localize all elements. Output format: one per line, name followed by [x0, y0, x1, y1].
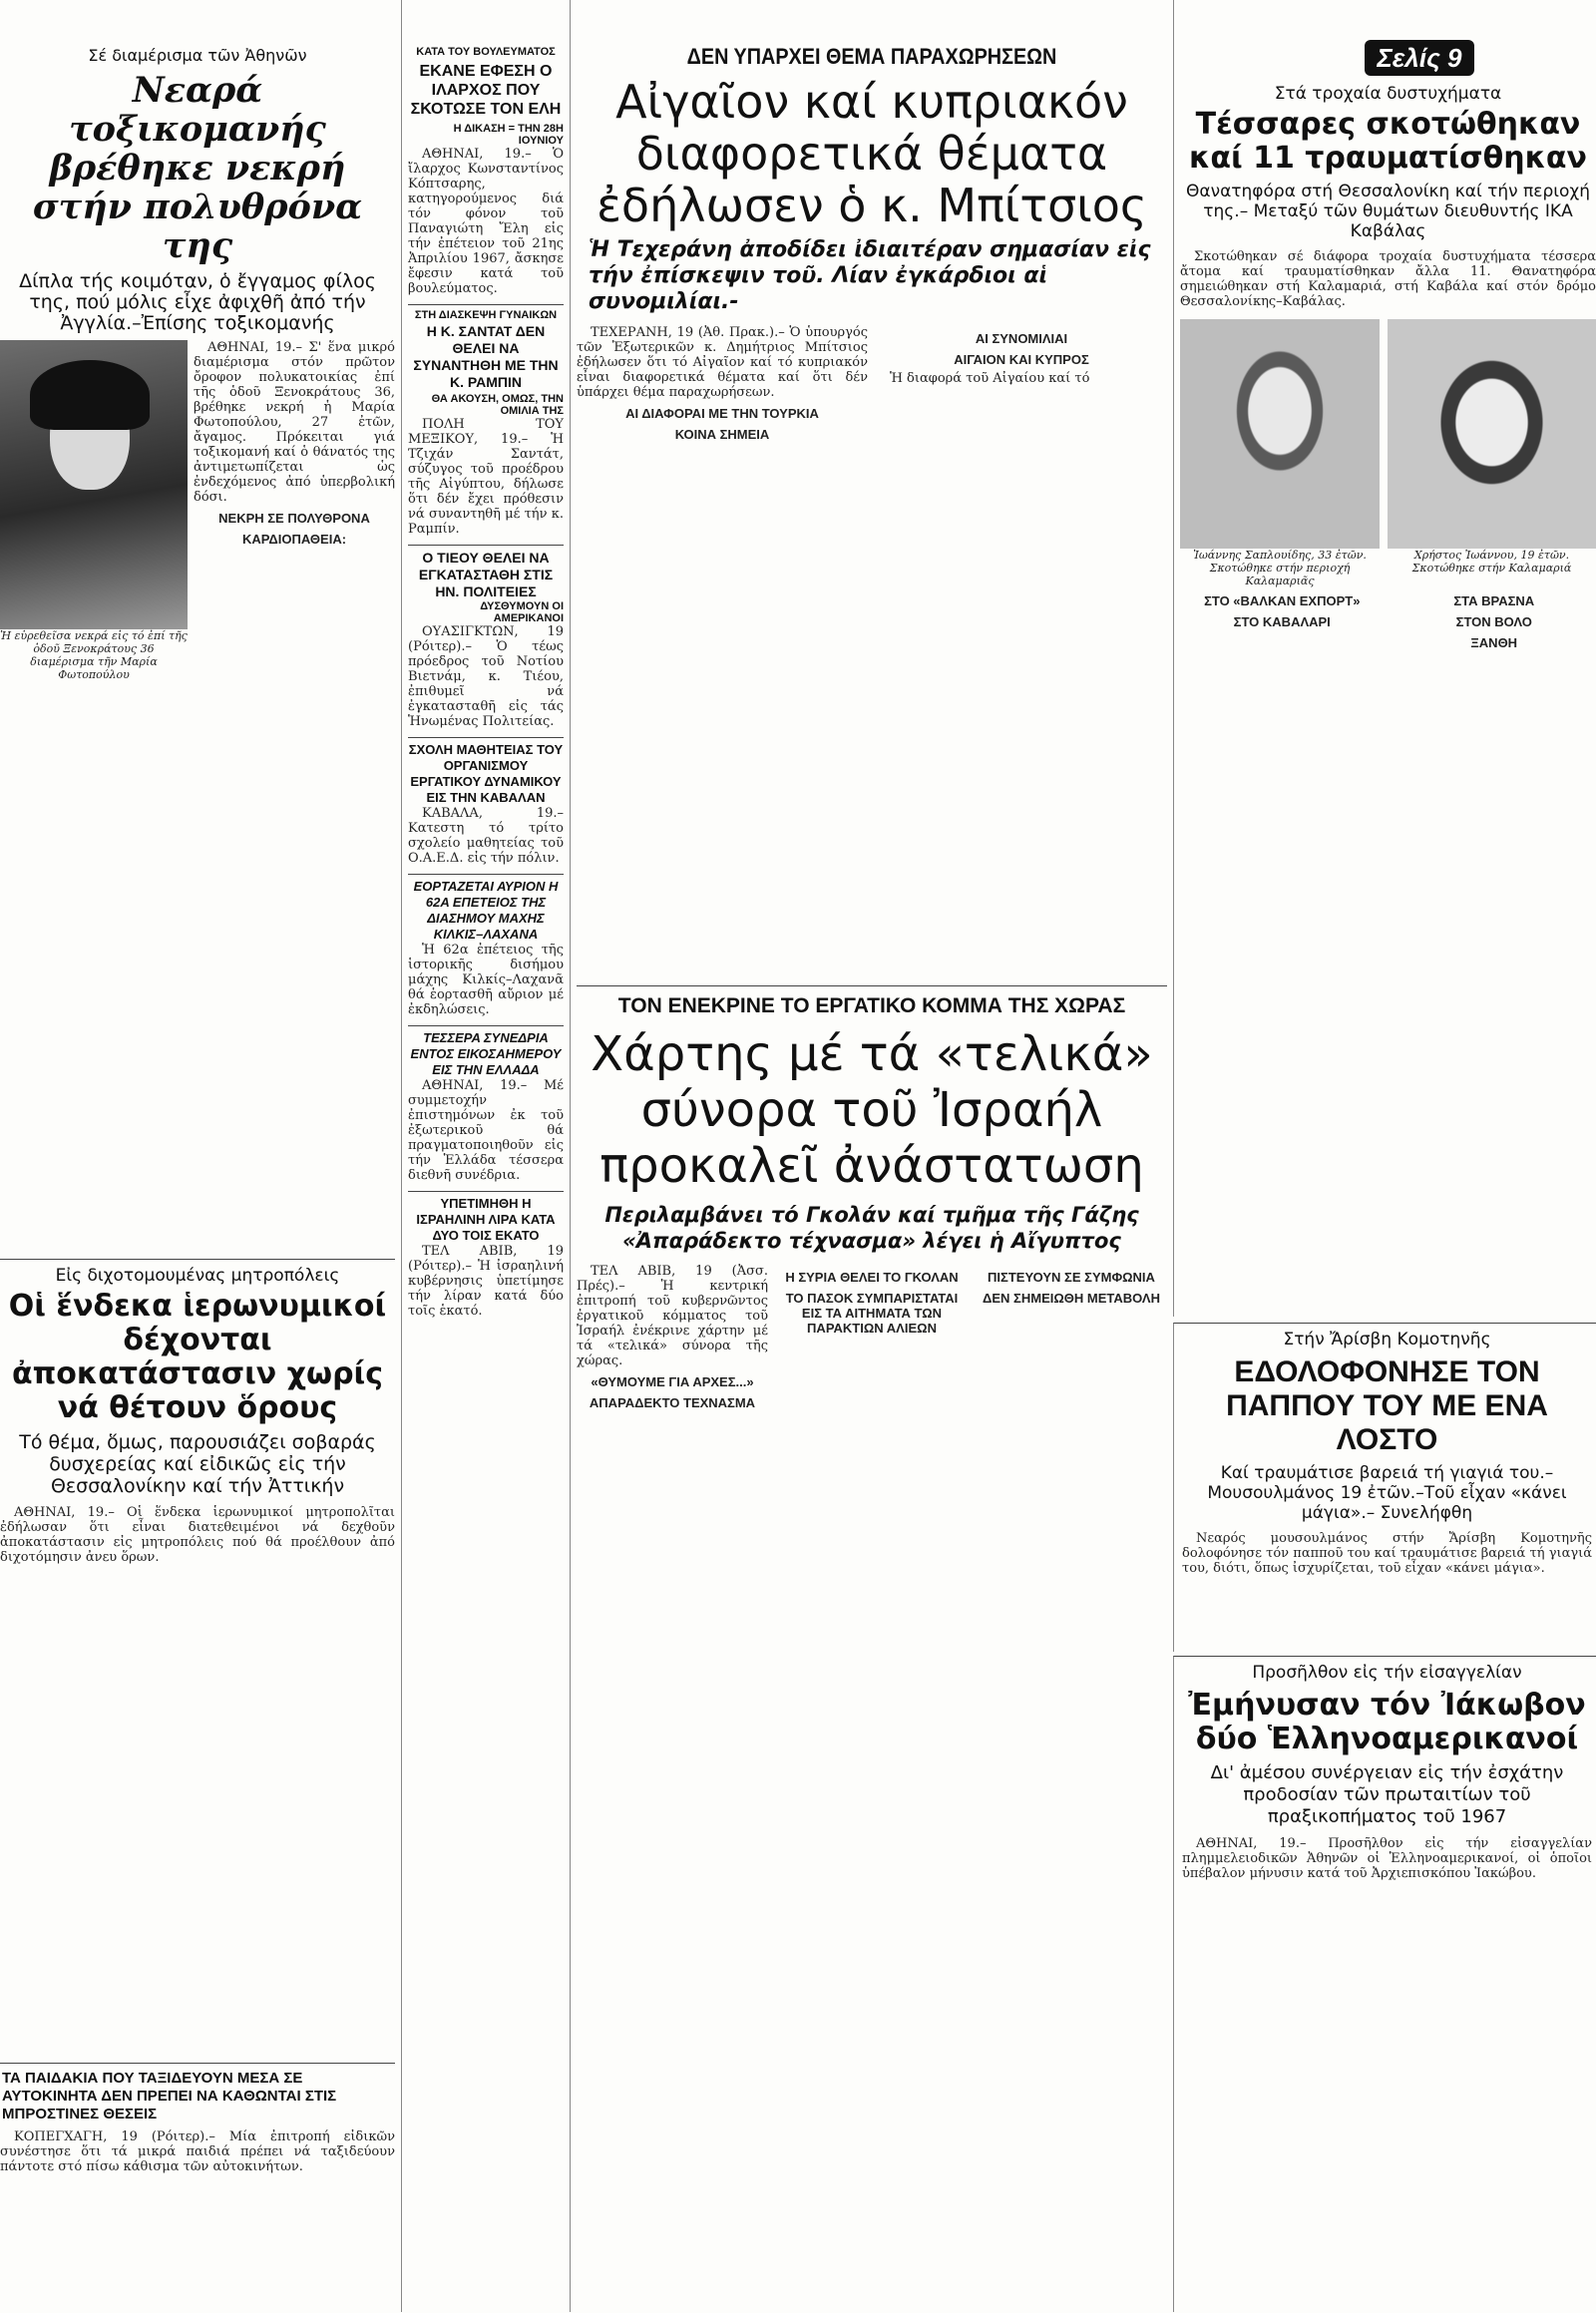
tag: Η ΔΙΚΑΣΗ = ΤΗΝ 28Η ΙΟΥΝΙΟΥ: [408, 123, 564, 147]
deck: Θανατηφόρα στή Θεσσαλονίκη καί τήν περιοχή της.– Μεταξύ τῶν θυμάτων διευθυντής ΙΚΑ Καβάλας: [1186, 182, 1590, 241]
deck: Δι' ἀμέσου συνέργειαν εἰς τήν ἐσχάτην προδοσίαν τῶν πρωταιτίων τοῦ πραξικοπήματος τοῦ 1967: [1184, 1762, 1590, 1828]
body-text: ΤΕΧΕΡΑΝΗ, 19 (Ἀθ. Πρακ.).– Ὁ ὑπουργός τῶν Ἐξωτερικῶν κ. Δημήτριος Μπίτσιος ἐδήλωσεν ὅτι τό Αἰγαῖον καί τό κυπριακόν εἶναι διαφορετικά θέματα καί ὅτι δέν ὑπάρχει θέμα παραχωρήσεων.: [577, 325, 868, 400]
subhead: Η ΣΥΡΙΑ ΘΕΛΕΙ ΤΟ ΓΚΟΛΑΝ: [776, 1270, 968, 1285]
kicker: Προσῆλθον εἰς τήν εἰσαγγελίαν: [1182, 1663, 1592, 1683]
subhead: ΑΠΑΡΑΔΕΚΤΟ ΤΕΧΝΑΣΜΑ: [577, 1395, 768, 1410]
tag: ΘΑ ΑΚΟΥΣΗ, ΟΜΩΣ, ΤΗΝ ΟΜΙΛΙΑ ΤΗΣ: [408, 393, 564, 417]
deck: Δίπλα τής κοιμόταν, ὁ ἔγγαμος φίλος της, πού μόλις εἶχε ἀφιχθῆ ἀπό τήν Ἀγγλία.–Ἐπίσης τοξικομανής: [4, 271, 391, 334]
body-text: ΤΕΛ ΑΒΙΒ, 19 (Ἀσσ. Πρές).– Ἡ κεντρική ἐπιτροπή τοῦ κυβερνῶντος ἐργατικοῦ κόμματος τοῦ Ἰσραήλ ἐνέκρινε χάρτην μέ τά «τελικά» σύνορα τῆς χώρας.: [577, 1264, 768, 1368]
page-label: Σελίς 9: [1365, 40, 1474, 76]
subhead: ΑΙΓΑΙΟΝ ΚΑΙ ΚΥΠΡΟΣ: [876, 352, 1167, 367]
tag: ΔΥΣΘΥΜΟΥΝ ΟΙ ΑΜΕΡΙΚΑΝΟΙ: [408, 600, 564, 624]
photo-caption: Χρήστος Ἰωάννου, 19 ἐτῶν. Σκοτώθηκε στήν Καλαμαριά: [1388, 549, 1596, 575]
body-text: ΟΥΑΣΙΓΚΤΩΝ, 19 (Ρόιτερ).– Ὁ τέως πρόεδρος τοῦ Νοτίου Βιετνάμ, κ. Τιέου, ἐπιθυμεῖ νά ἐγκατασταθῆ εἰς τάς Ἡνωμένας Πολιτείας.: [408, 624, 564, 729]
article-komotini: [1173, 1323, 1596, 1652]
body-text: Σκοτώθηκαν σέ διάφορα τροχαία δυστυχήματα τέσσερα ἄτομα καί τραυματίσθηκαν ἄλλα 11. Θανατηφόρα σημειώθηκαν στή Καλαμαριά, στή Καβάλα καί στόν δρόμο Θεσσαλονίκης–Καβάλας.: [1180, 249, 1596, 309]
body-text: ΤΕΛ ΑΒΙΒ, 19 (Ρόιτερ).– Ἡ ἰσραηλινή κυβέρνησις ὑπετίμησε τήν λίραν κατά δύο τοῖς ἑκατό.: [408, 1244, 564, 1319]
headline: Ἐμήνυσαν τόν Ἰάκωβον δύο Ἑλληνοαμερικανοί: [1182, 1689, 1592, 1756]
headline: ΕΚΑΝΕ ΕΦΕΣΗ Ο ΙΛΑΡΧΟΣ ΠΟΥ ΣΚΟΤΩΣΕ ΤΟΝ ΕΛΗ: [408, 62, 564, 119]
article-aegean-cyprus: [577, 0, 1167, 981]
subhead: ΚΟΙΝΑ ΣΗΜΕΙΑ: [577, 427, 868, 442]
body-text: ΑΘΗΝΑΙ, 19.– Σ' ἕνα μικρό διαμέρισμα στόν πρῶτον ὄροφον πολυκατοικίας ἐπί τῆς ὁδοῦ Ξενοκράτους 36, βρέθηκε νεκρή ἡ Μαρία Φωτοπούλου, 27 ἐτῶν, ἄγαμος. Πρόκειται γιά τοξικομανή καί ὁ θάνατός της ἀντιμετωπίζεται ὡς ἐνδεχόμενος ἀπό ὑπερβολική δόσι.: [194, 340, 395, 505]
headline: ΕΟΡΤΑΖΕΤΑΙ ΑΥΡΙΟΝ Η 62Α ΕΠΕΤΕΙΟΣ ΤΗΣ ΔΙΑΣΗΜΟΥ ΜΑΧΗΣ ΚΙΛΚΙΣ–ΛΑΧΑΝΑ: [408, 874, 564, 943]
headline: ΤΑ ΠΑΙΔΑΚΙΑ ΠΟΥ ΤΑΞΙΔΕΥΟΥΝ ΜΕΣΑ ΣΕ ΑΥΤΟΚΙΝΗΤΑ ΔΕΝ ΠΡΕΠΕΙ ΝΑ ΚΑΘΩΝΤΑΙ ΣΤΙΣ ΜΠΡΟΣΤΙΝΕΣ ΘΕΣΕΙΣ: [2, 2070, 393, 2123]
kicker: Εἰς διχοτομουμένας μητροπόλεις: [0, 1266, 395, 1286]
photo-caption: Ἰωάννης Σαπλουίδης, 33 ἐτῶν. Σκοτώθηκε στήν περιοχή Καλαμαριᾶς: [1180, 549, 1380, 587]
kicker: ΣΤΗ ΔΙΑΣΚΕΨΗ ΓΥΝΑΙΚΩΝ: [408, 304, 564, 321]
subhead: ΣΤΟ ΚΑΒΑΛΑΡΙ: [1180, 614, 1385, 629]
subhead: ΣΤΑ ΒΡΑΣΝΑ: [1393, 593, 1596, 608]
subhead: ΞΑΝΘΗ: [1393, 635, 1596, 650]
subhead: ΤΟ ΠΑΣΟΚ ΣΥΜΠΑΡΙΣΤΑΤΑΙ ΕΙΣ ΤΑ ΑΙΤΗΜΑΤΑ ΤΩΝ ΠΑΡΑΚΤΙΩΝ ΑΛΙΕΩΝ: [776, 1291, 968, 1336]
subhead: ΝΕΚΡΗ ΣΕ ΠΟΛΥΘΡΟΝΑ: [194, 511, 395, 526]
headline: Ο ΤΙΕΟΥ ΘΕΛΕΙ ΝΑ ΕΓΚΑΤΑΣΤΑΘΗ ΣΤΙΣ ΗΝ. ΠΟΛΙΤΕΙΕΣ: [408, 545, 564, 600]
headline: ΥΠΕΤΙΜΗΘΗ Η ΙΣΡΑΗΛΙΝΗ ΛΙΡΑ ΚΑΤΑ ΔΥΟ ΤΟΙΣ ΕΚΑΤΟ: [408, 1191, 564, 1244]
kicker: ΔΕΝ ΥΠΑΡΧΕΙ ΘΕΜΑ ΠΑΡΑΧΩΡΗΣΕΩΝ: [606, 44, 1138, 70]
deck: Ἡ Τεχεράνη ἀποδίδει ἰδιαιτέραν σημασίαν εἰς τήν ἐπίσκεψιν τοῦ. Λίαν ἐγκάρδιοι αἱ συνομιλίαι.-: [589, 237, 1155, 315]
body-text: ΚΟΠΕΓΧΑΓΗ, 19 (Ρόιτερ).– Μία ἐπιτροπή εἰδικῶν συνέστησε ὅτι τά μικρά παιδιά πρέπει νά ταξιδεύουν πάντοτε στό πίσω κάθισμα τῶν αὐτοκινήτων.: [0, 2129, 395, 2174]
body-text: ΠΟΛΗ ΤΟΥ ΜΕΞΙΚΟΥ, 19.– Ἡ Τζιχάν Σαντάτ, σύζυγος τοῦ προέδρου τῆς Αἰγύπτου, δήλωσε ὅτι δέν ἔχει πρόθεσιν νά συναντηθῆ μέ τήν κ. Ραμπίν.: [408, 417, 564, 537]
subhead: ΔΕΝ ΣΗΜΕΙΩΘΗ ΜΕΤΑΒΟΛΗ: [976, 1291, 1167, 1306]
body-text: Ἡ 62α ἐπέτειος τῆς ἱστορικῆς δισήμου μάχης Κιλκίς–Λαχανᾶ θά ἑορτασθῆ αὔριον μέ ἐκδηλώσεις.: [408, 943, 564, 1017]
victim-photo-1: [1180, 319, 1380, 549]
article-iakovos: [1173, 1656, 1596, 2312]
kicker: Στήν Ἄρίσβη Κομοτηνῆς: [1182, 1330, 1592, 1349]
article-children-cars: [0, 2063, 395, 2313]
kicker: Σέ διαμέρισμα τῶν Ἀθηνῶν: [0, 46, 395, 65]
headline: Αἰγαῖον καί κυπριακόν διαφορετικά θέματα ἐδήλωσεν ὁ κ. Μπίτσιος: [577, 76, 1167, 231]
kicker: Στά τροχαία δυστυχήματα: [1180, 84, 1596, 104]
article-metropoleis: [0, 1259, 395, 1788]
subhead: ΠΙΣΤΕΥΟΥΝ ΣΕ ΣΥΜΦΩΝΙΑ: [976, 1270, 1167, 1285]
body-text: Ἡ διαφορά τοῦ Αἰγαίου καί τό: [876, 371, 1167, 386]
portrait-photo: [0, 340, 188, 629]
body-text: ΑΘΗΝΑΙ, 19.– Ὁ ἴλαρχος Κωνσταντίνος Κόπτσαρης, κατηγορούμενος διά τόν φόνον τοῦ Παναγιώτη Ἔλη εἰς τήν ἐπέτειον τοῦ 21ης Ἀπριλίου 1967, ἄσκησε ἔφεσιν κατά τοῦ βουλεύματος.: [408, 147, 564, 296]
photo-caption: Ἡ εὑρεθεῖσα νεκρά εἰς τό ἐπί τῆς ὁδοῦ Ξενοκράτους 36 διαμέρισμα τῆν Μαρία Φωτοπούλου: [0, 629, 188, 681]
subhead: ΣΤΟΝ ΒΟΛΟ: [1393, 614, 1596, 629]
subhead: ΚΑΡΔΙΟΠΑΘΕΙΑ:: [194, 532, 395, 547]
subhead: «ΘΥΜΟΥΜΕ ΓΙΑ ΑΡΧΕΣ...»: [577, 1374, 768, 1389]
headline: ΣΧΟΛΗ ΜΑΘΗΤΕΙΑΣ ΤΟΥ ΟΡΓΑΝΙΣΜΟΥ ΕΡΓΑΤΙΚΟΥ ΔΥΝΑΜΙΚΟΥ ΕΙΣ ΤΗΝ ΚΑΒΑΛΑΝ: [408, 737, 564, 806]
subhead: ΣΤΟ «ΒΑΛΚΑΝ ΕΧΠΟΡΤ»: [1180, 593, 1385, 608]
body-text: ΚΑΒΑΛΑ, 19.– Κατεστη τό τρίτο σχολείο μαθητείας τοῦ Ο.Α.Ε.Δ. εἰς τήν πόλιν.: [408, 806, 564, 866]
subhead: ΑΙ ΣΥΝΟΜΙΛΙΑΙ: [876, 331, 1167, 346]
subhead: ΑΙ ΔΙΑΦΟΡΑΙ ΜΕ ΤΗΝ ΤΟΥΡΚΙΑ: [577, 406, 868, 421]
victim-photo-2: [1388, 319, 1596, 549]
headline: Χάρτης μέ τά «τελικά» σύνορα τοῦ Ἰσραήλ προκαλεῖ ἀνάστατωση: [577, 1026, 1167, 1194]
article-israel-map: [577, 985, 1167, 2313]
headline: Νεαρά τοξικομανής βρέθηκε νεκρή στήν πολυθρόνα της: [0, 71, 395, 265]
headline: Οἱ ἕνδεκα ἱερωνυμικοί δέχονται ἀποκατάστασιν χωρίς νά θέτουν ὅρους: [0, 1290, 395, 1425]
article-traffic: [1173, 0, 1596, 1317]
article-drug-death: [0, 0, 395, 1255]
body-text: ΑΘΗΝΑΙ, 19.– Οἱ ἕνδεκα ἱερωνυμικοί μητροπολῖται ἐδήλωσαν ὅτι εἶναι διατεθειμένοι νά δεχθοῦν ἀποκατάστασιν εἰς μητροπόλεις πού θά προέλθουν ἀπό διχοτόμησιν ἀνευ ὅρων.: [0, 1505, 395, 1565]
column-briefs: [401, 0, 571, 2312]
body-text: ΑΘΗΝΑΙ, 19.– Προσῆλθον εἰς τήν εἰσαγγελίαν πλημμελειοδικῶν Ἀθηνῶν οἱ Ἑλληνοαμερικανοί, οἱ ὁποῖοι ὑπέβαλον μήνυσιν κατά τοῦ Ἀρχιεπισκόπου Ἰακώβου.: [1182, 1836, 1592, 1881]
body-text: ΑΘΗΝΑΙ, 19.– Μέ συμμετοχήν ἐπιστημόνων ἐκ τοῦ ἐξωτερικοῦ θά πραγματοποιηθοῦν εἰς τήν Ἑλλάδα τέσσερα διεθνῆ συνέδρια.: [408, 1078, 564, 1183]
kicker: ΤΟΝ ΕΝΕΚΡΙΝΕ ΤΟ ΕΡΓΑΤΙΚΟ ΚΟΜΜΑ ΤΗΣ ΧΩΡΑΣ: [577, 994, 1167, 1018]
headline: ΕΔΟΛΟΦΟΝΗΣΕ ΤΟΝ ΠΑΠΠΟΥ ΤΟΥ ΜΕ ΕΝΑ ΛΟΣΤΟ: [1182, 1355, 1592, 1457]
body-text: Νεαρός μουσουλμάνος στήν Ἄρίσβη Κομοτηνῆς δολοφόνησε τόν παπποῦ του καί τραυμάτισε βαρειά τή γιαγιά του, διότι, ὅπως ἰσχυρίζεται, τοῦ εἶχαν «κάνει μάγια».: [1182, 1531, 1592, 1576]
headline: Η Κ. ΣΑΝΤΑΤ ΔΕΝ ΘΕΛΕΙ ΝΑ ΣΥΝΑΝΤΗΘΗ ΜΕ ΤΗΝ Κ. ΡΑΜΠΙΝ: [408, 323, 564, 391]
deck: Καί τραυμάτισε βαρειά τή γιαγιά του.–Μουσουλμάνος 19 ἐτῶν.–Τοῦ εἶχαν «κάνει μάγια».– Συνελήφθη: [1184, 1463, 1590, 1523]
headline: ΤΕΣΣΕΡΑ ΣΥΝΕΔΡΙΑ ΕΝΤΟΣ ΕΙΚΟΣΑΗΜΕΡΟΥ ΕΙΣ ΤΗΝ ΕΛΛΑΔΑ: [408, 1025, 564, 1078]
deck: Περιλαμβάνει τό Γκολάν καί τμῆμα τῆς Γάζης «Ἀπαράδεκτο τέχνασμα» λέγει ἡ Αἴγυπτος: [577, 1202, 1167, 1254]
kicker: ΚΑΤΑ ΤΟΥ ΒΟΥΛΕΥΜΑΤΟΣ: [408, 46, 564, 58]
deck: Τό θέμα, ὅμως, παρουσιάζει σοβαράς δυσχερείας καί εἰδικῶς εἰς τήν Θεσσαλονίκην καί τήν Ἀττικήν: [8, 1431, 387, 1497]
headline: Τέσσαρες σκοτώθηκαν καί 11 τραυματίσθηκαν: [1180, 108, 1596, 176]
